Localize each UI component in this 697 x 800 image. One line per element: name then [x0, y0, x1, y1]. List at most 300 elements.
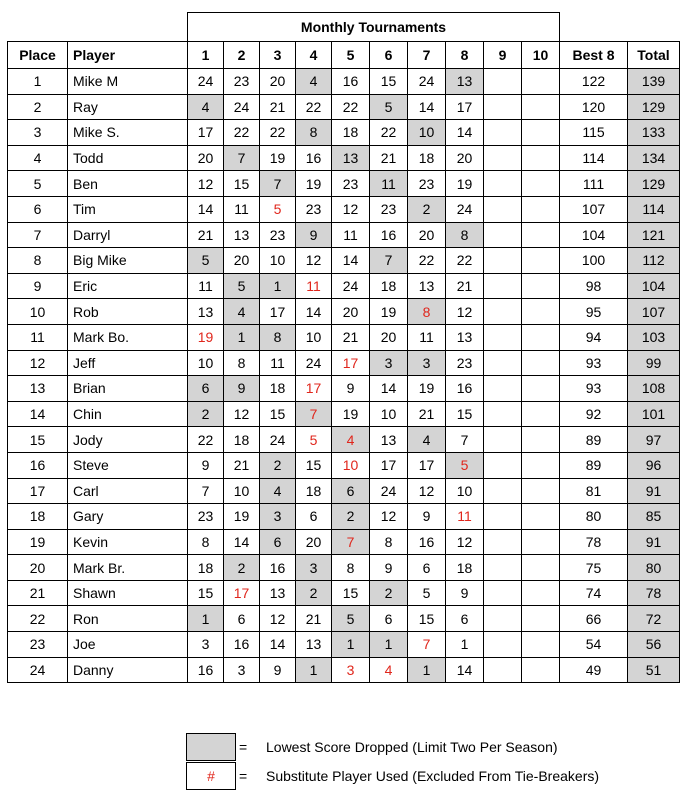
score-cell: 2: [260, 452, 296, 478]
place-cell: 7: [8, 222, 68, 248]
score-cell: 14: [224, 529, 260, 555]
score-cell: 17: [260, 299, 296, 325]
table-row: [8, 69, 680, 95]
title-spacer-right: [560, 13, 680, 42]
score-cell: 4: [408, 427, 446, 453]
score-cell: 21: [370, 145, 408, 171]
table-row: [8, 504, 680, 530]
score-cell: 20: [188, 145, 224, 171]
score-cell: 5: [260, 196, 296, 222]
place-cell: 11: [8, 324, 68, 350]
score-cell: 16: [408, 529, 446, 555]
score-cell: 19: [224, 504, 260, 530]
score-cell: 12: [408, 478, 446, 504]
score-cell: 4: [296, 69, 332, 95]
score-cell: 1: [224, 324, 260, 350]
total-cell: 91: [628, 478, 680, 504]
score-cell: [484, 299, 522, 325]
score-cell: 5: [332, 606, 370, 632]
score-cell: 16: [296, 145, 332, 171]
place-cell: 14: [8, 401, 68, 427]
score-cell: [484, 401, 522, 427]
total-cell: 108: [628, 376, 680, 402]
score-cell: [522, 606, 560, 632]
player-cell: Mark Br.: [68, 555, 188, 581]
score-cell: [484, 248, 522, 274]
score-cell: 13: [188, 299, 224, 325]
score-cell: 21: [260, 94, 296, 120]
score-cell: 8: [332, 555, 370, 581]
score-cell: 4: [224, 299, 260, 325]
score-cell: 18: [370, 273, 408, 299]
table-row: [8, 324, 680, 350]
score-cell: 13: [332, 145, 370, 171]
table-row: [8, 632, 680, 658]
score-cell: 6: [370, 606, 408, 632]
score-cell: 10: [370, 401, 408, 427]
place-cell: 9: [8, 273, 68, 299]
score-cell: 22: [296, 94, 332, 120]
score-cell: [522, 504, 560, 530]
place-cell: 20: [8, 555, 68, 581]
standings-body: [8, 69, 680, 683]
score-cell: 1: [296, 657, 332, 683]
score-cell: 11: [188, 273, 224, 299]
score-cell: 12: [260, 606, 296, 632]
score-cell: 10: [224, 478, 260, 504]
best8-cell: 81: [560, 478, 628, 504]
score-cell: 3: [408, 350, 446, 376]
header-best8: Best 8: [560, 42, 628, 69]
score-cell: 23: [224, 69, 260, 95]
score-cell: 3: [370, 350, 408, 376]
header-month: 8: [446, 42, 484, 69]
score-cell: 6: [260, 529, 296, 555]
score-cell: [522, 478, 560, 504]
best8-cell: 100: [560, 248, 628, 274]
score-cell: 13: [296, 632, 332, 658]
score-cell: [484, 632, 522, 658]
score-cell: 12: [446, 299, 484, 325]
total-cell: 112: [628, 248, 680, 274]
table-row: [8, 350, 680, 376]
score-cell: [484, 120, 522, 146]
score-cell: 7: [260, 171, 296, 197]
player-cell: Mike M: [68, 69, 188, 95]
score-cell: 12: [370, 504, 408, 530]
score-cell: 23: [188, 504, 224, 530]
total-cell: 129: [628, 94, 680, 120]
player-cell: Brian: [68, 376, 188, 402]
best8-cell: 93: [560, 376, 628, 402]
place-cell: 10: [8, 299, 68, 325]
score-cell: 1: [260, 273, 296, 299]
header-month: 1: [188, 42, 224, 69]
score-cell: 8: [370, 529, 408, 555]
total-cell: 139: [628, 69, 680, 95]
score-cell: 11: [332, 222, 370, 248]
place-cell: 23: [8, 632, 68, 658]
best8-cell: 98: [560, 273, 628, 299]
score-cell: [522, 248, 560, 274]
best8-cell: 122: [560, 69, 628, 95]
header-month: 4: [296, 42, 332, 69]
score-cell: [522, 145, 560, 171]
score-cell: 6: [224, 606, 260, 632]
table-row: [8, 606, 680, 632]
score-cell: 19: [188, 324, 224, 350]
score-cell: 9: [188, 452, 224, 478]
score-cell: 13: [446, 324, 484, 350]
score-cell: [522, 222, 560, 248]
score-cell: 15: [260, 401, 296, 427]
header-month: 10: [522, 42, 560, 69]
score-cell: [484, 273, 522, 299]
total-cell: 96: [628, 452, 680, 478]
table-row: [8, 580, 680, 606]
legend-equals: =: [239, 739, 248, 755]
score-cell: [484, 222, 522, 248]
table-row: [8, 120, 680, 146]
score-cell: 9: [260, 657, 296, 683]
score-cell: 23: [296, 196, 332, 222]
table-row: [8, 222, 680, 248]
player-cell: Rob: [68, 299, 188, 325]
score-cell: 11: [296, 273, 332, 299]
table-row: [8, 196, 680, 222]
player-cell: Kevin: [68, 529, 188, 555]
score-cell: 6: [408, 555, 446, 581]
score-cell: 24: [332, 273, 370, 299]
score-cell: 13: [408, 273, 446, 299]
table-row: [8, 171, 680, 197]
score-cell: 16: [446, 376, 484, 402]
score-cell: 16: [224, 632, 260, 658]
score-cell: 18: [446, 555, 484, 581]
score-cell: 15: [224, 171, 260, 197]
score-cell: 5: [446, 452, 484, 478]
score-cell: 7: [446, 427, 484, 453]
score-cell: [522, 580, 560, 606]
best8-cell: 114: [560, 145, 628, 171]
player-cell: Carl: [68, 478, 188, 504]
header-month: 2: [224, 42, 260, 69]
score-cell: 16: [370, 222, 408, 248]
score-cell: 3: [224, 657, 260, 683]
best8-cell: 93: [560, 350, 628, 376]
score-cell: 12: [332, 196, 370, 222]
score-cell: 13: [370, 427, 408, 453]
score-cell: 23: [408, 171, 446, 197]
score-cell: 18: [224, 427, 260, 453]
score-cell: [484, 324, 522, 350]
score-cell: 8: [224, 350, 260, 376]
score-cell: 19: [296, 171, 332, 197]
score-cell: 4: [370, 657, 408, 683]
score-cell: [522, 401, 560, 427]
score-cell: 6: [332, 478, 370, 504]
score-cell: 15: [296, 452, 332, 478]
legend-substitute-text: Substitute Player Used (Excluded From Tie-Breakers): [266, 768, 600, 784]
score-cell: 3: [260, 504, 296, 530]
score-cell: 12: [188, 171, 224, 197]
score-cell: 2: [188, 401, 224, 427]
score-cell: [522, 120, 560, 146]
score-cell: [484, 171, 522, 197]
score-cell: 20: [296, 529, 332, 555]
score-cell: 3: [188, 632, 224, 658]
score-cell: [484, 504, 522, 530]
score-cell: 7: [408, 632, 446, 658]
score-cell: 12: [296, 248, 332, 274]
legend-dropped-swatch: [186, 733, 236, 761]
legend-substitute: [186, 762, 636, 792]
header-month: 7: [408, 42, 446, 69]
table-title: Monthly Tournaments: [188, 13, 560, 42]
score-cell: 11: [370, 171, 408, 197]
score-cell: 22: [332, 94, 370, 120]
place-cell: 17: [8, 478, 68, 504]
header-place: Place: [8, 42, 68, 69]
score-cell: 10: [408, 120, 446, 146]
best8-cell: 49: [560, 657, 628, 683]
score-cell: 15: [332, 580, 370, 606]
total-cell: 134: [628, 145, 680, 171]
score-cell: [484, 606, 522, 632]
player-cell: Danny: [68, 657, 188, 683]
player-cell: Ben: [68, 171, 188, 197]
player-cell: Mike S.: [68, 120, 188, 146]
table-row: [8, 555, 680, 581]
score-cell: 17: [408, 452, 446, 478]
total-cell: 99: [628, 350, 680, 376]
place-cell: 12: [8, 350, 68, 376]
total-cell: 103: [628, 324, 680, 350]
score-cell: 17: [296, 376, 332, 402]
total-cell: 101: [628, 401, 680, 427]
header-row: [8, 42, 680, 69]
title-spacer: [8, 13, 188, 42]
score-cell: [484, 657, 522, 683]
best8-cell: 54: [560, 632, 628, 658]
score-cell: 14: [370, 376, 408, 402]
best8-cell: 89: [560, 427, 628, 453]
score-cell: 8: [260, 324, 296, 350]
place-cell: 15: [8, 427, 68, 453]
header-total: Total: [628, 42, 680, 69]
score-cell: 18: [188, 555, 224, 581]
place-cell: 16: [8, 452, 68, 478]
score-cell: 14: [446, 657, 484, 683]
score-cell: 9: [370, 555, 408, 581]
best8-cell: 104: [560, 222, 628, 248]
score-cell: 10: [332, 452, 370, 478]
player-cell: Ray: [68, 94, 188, 120]
score-cell: 19: [446, 171, 484, 197]
player-cell: Gary: [68, 504, 188, 530]
best8-cell: 95: [560, 299, 628, 325]
place-cell: 22: [8, 606, 68, 632]
place-cell: 13: [8, 376, 68, 402]
score-cell: [484, 580, 522, 606]
best8-cell: 74: [560, 580, 628, 606]
best8-cell: 107: [560, 196, 628, 222]
score-cell: 17: [332, 350, 370, 376]
best8-cell: 78: [560, 529, 628, 555]
total-cell: 78: [628, 580, 680, 606]
score-cell: 22: [408, 248, 446, 274]
score-cell: 11: [260, 350, 296, 376]
score-cell: [484, 196, 522, 222]
score-cell: [522, 324, 560, 350]
score-cell: 9: [224, 376, 260, 402]
score-cell: 8: [446, 222, 484, 248]
score-cell: 21: [332, 324, 370, 350]
score-cell: [522, 427, 560, 453]
score-cell: 7: [370, 248, 408, 274]
score-cell: 19: [332, 401, 370, 427]
score-cell: 24: [408, 69, 446, 95]
score-cell: 6: [446, 606, 484, 632]
legend-substitute-swatch: #: [186, 762, 236, 790]
score-cell: 24: [296, 350, 332, 376]
score-cell: 22: [370, 120, 408, 146]
total-cell: 97: [628, 427, 680, 453]
score-cell: [522, 94, 560, 120]
score-cell: [522, 196, 560, 222]
header-month: 5: [332, 42, 370, 69]
score-cell: 11: [408, 324, 446, 350]
score-cell: 18: [260, 376, 296, 402]
score-cell: 12: [446, 529, 484, 555]
header-month: 6: [370, 42, 408, 69]
place-cell: 18: [8, 504, 68, 530]
total-cell: 121: [628, 222, 680, 248]
table-row: [8, 452, 680, 478]
title-row: [8, 13, 680, 42]
score-cell: 15: [370, 69, 408, 95]
player-cell: Jody: [68, 427, 188, 453]
score-cell: [522, 452, 560, 478]
table-row: [8, 401, 680, 427]
place-cell: 4: [8, 145, 68, 171]
table-row: [8, 145, 680, 171]
score-cell: 20: [446, 145, 484, 171]
player-cell: Todd: [68, 145, 188, 171]
score-cell: 16: [188, 657, 224, 683]
score-cell: 16: [332, 69, 370, 95]
score-cell: [484, 529, 522, 555]
score-cell: [522, 171, 560, 197]
best8-cell: 94: [560, 324, 628, 350]
total-cell: 104: [628, 273, 680, 299]
score-cell: [484, 478, 522, 504]
place-cell: 5: [8, 171, 68, 197]
place-cell: 2: [8, 94, 68, 120]
score-cell: [522, 350, 560, 376]
score-cell: 2: [370, 580, 408, 606]
place-cell: 8: [8, 248, 68, 274]
player-cell: Steve: [68, 452, 188, 478]
score-cell: 10: [188, 350, 224, 376]
score-cell: 21: [446, 273, 484, 299]
score-cell: [522, 529, 560, 555]
score-cell: 20: [370, 324, 408, 350]
place-cell: 1: [8, 69, 68, 95]
score-cell: 14: [408, 94, 446, 120]
score-cell: 23: [370, 196, 408, 222]
standings-table: [7, 12, 680, 683]
score-cell: 9: [332, 376, 370, 402]
place-cell: 6: [8, 196, 68, 222]
score-cell: 20: [408, 222, 446, 248]
score-cell: 5: [188, 248, 224, 274]
place-cell: 21: [8, 580, 68, 606]
score-cell: 24: [260, 427, 296, 453]
legend-dropped-text: Lowest Score Dropped (Limit Two Per Season): [266, 739, 558, 755]
table-row: [8, 478, 680, 504]
score-cell: 6: [296, 504, 332, 530]
table-row: [8, 427, 680, 453]
score-cell: 21: [188, 222, 224, 248]
score-cell: 1: [446, 632, 484, 658]
table-row: [8, 657, 680, 683]
header-player: Player: [68, 42, 188, 69]
score-cell: 7: [224, 145, 260, 171]
score-cell: 13: [224, 222, 260, 248]
total-cell: 51: [628, 657, 680, 683]
score-cell: 5: [296, 427, 332, 453]
score-cell: [484, 555, 522, 581]
score-cell: 24: [446, 196, 484, 222]
score-cell: 2: [224, 555, 260, 581]
score-cell: 23: [446, 350, 484, 376]
score-cell: 22: [446, 248, 484, 274]
score-cell: 5: [224, 273, 260, 299]
score-cell: 11: [224, 196, 260, 222]
score-cell: 14: [260, 632, 296, 658]
score-cell: 13: [260, 580, 296, 606]
best8-cell: 120: [560, 94, 628, 120]
score-cell: 17: [446, 94, 484, 120]
best8-cell: 115: [560, 120, 628, 146]
score-cell: 14: [296, 299, 332, 325]
total-cell: 56: [628, 632, 680, 658]
score-cell: [484, 452, 522, 478]
score-cell: 16: [260, 555, 296, 581]
score-cell: [484, 69, 522, 95]
score-cell: 3: [332, 657, 370, 683]
total-cell: 85: [628, 504, 680, 530]
score-cell: 18: [332, 120, 370, 146]
score-cell: 18: [408, 145, 446, 171]
player-cell: Darryl: [68, 222, 188, 248]
score-cell: 14: [332, 248, 370, 274]
total-cell: 80: [628, 555, 680, 581]
score-cell: 2: [408, 196, 446, 222]
header-month: 3: [260, 42, 296, 69]
player-cell: Ron: [68, 606, 188, 632]
score-cell: 17: [188, 120, 224, 146]
score-cell: [484, 350, 522, 376]
score-cell: 17: [224, 580, 260, 606]
score-cell: 24: [224, 94, 260, 120]
score-cell: 5: [408, 580, 446, 606]
best8-cell: 80: [560, 504, 628, 530]
legend-equals: =: [239, 768, 248, 784]
place-cell: 19: [8, 529, 68, 555]
score-cell: 23: [332, 171, 370, 197]
